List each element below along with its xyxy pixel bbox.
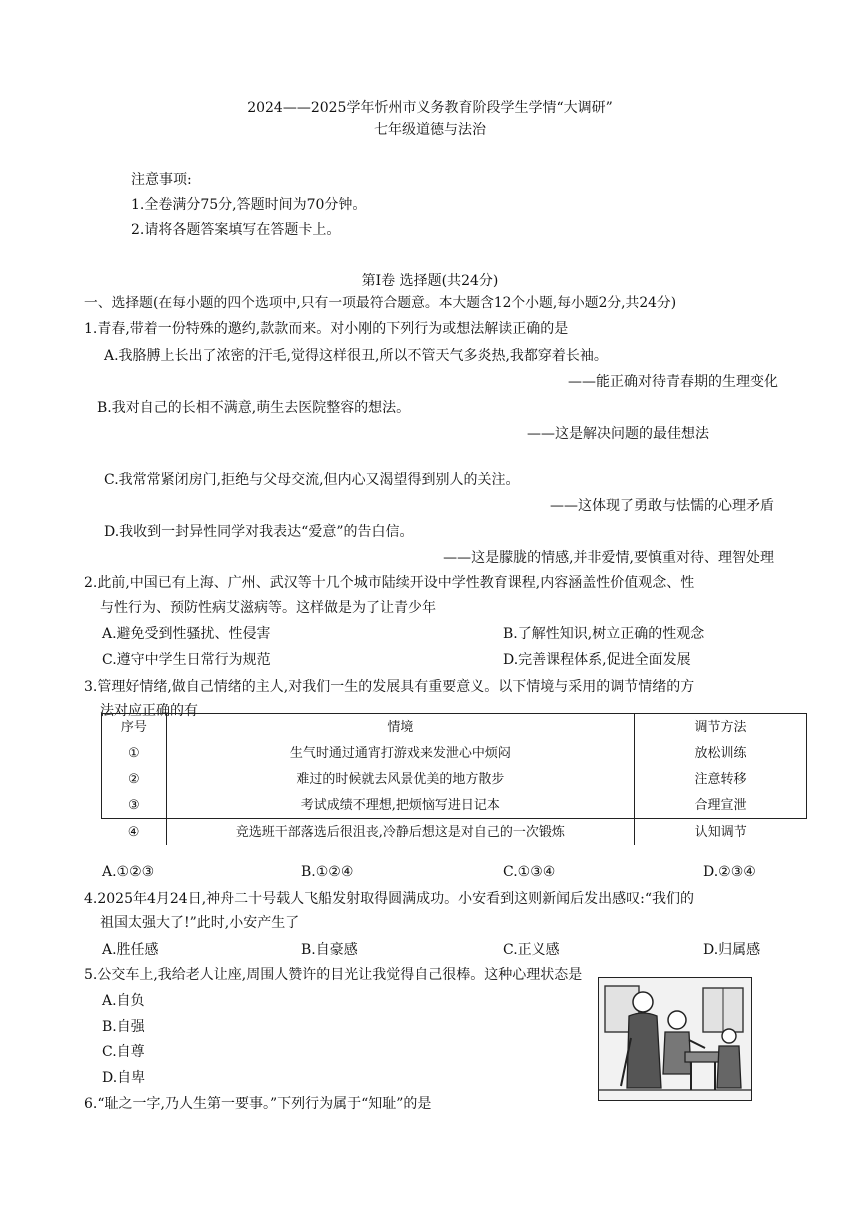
question-1-option-c-comment: ——这体现了勇敢与怯懦的心理矛盾 xyxy=(550,498,774,514)
question-5-option-d: D.自卑 xyxy=(102,1070,146,1086)
question-3-option-c: C.①③④ xyxy=(503,864,556,880)
table-cell: ① xyxy=(102,740,167,766)
question-3-stem: 3.管理好情绪,做自己情绪的主人,对我们一生的发展具有重要意义。以下情境与采用的调节情绪的方 xyxy=(84,679,695,695)
question-1-option-a: A.我胳膊上长出了浓密的汗毛,觉得这样很丑,所以不管天气多炎热,我都穿着长袖。 xyxy=(104,348,608,364)
question-4-option-a: A.胜任感 xyxy=(102,942,159,958)
table-cell: 注意转移 xyxy=(634,766,806,792)
question-5-option-a: A.自负 xyxy=(102,993,145,1009)
notice-item: 1.全卷满分75分,答题时间为70分钟。 xyxy=(131,197,367,213)
question-2-option-d: D.完善课程体系,促进全面发展 xyxy=(503,652,691,668)
question-1-option-d-comment: ——这是朦胧的情感,并非爱情,要慎重对待、理智处理 xyxy=(443,550,774,566)
question-4-stem-cont: 祖国太强大了!”此时,小安产生了 xyxy=(100,915,300,931)
table-cell: 放松训练 xyxy=(634,740,806,766)
question-6-stem: 6.“耻之一字,乃人生第一要事。”下列行为属于“知耻”的是 xyxy=(84,1096,432,1112)
table-cell: ③ xyxy=(102,792,167,819)
bus-seat-cartoon-illustration xyxy=(598,977,752,1101)
question-1-option-c: C.我常常紧闭房门,拒绝与父母交流,但内心又渴望得到别人的关注。 xyxy=(104,472,520,488)
table-row xyxy=(102,792,807,819)
table-cell: 难过的时候就去风景优美的地方散步 xyxy=(166,766,634,792)
table-header-row xyxy=(102,714,807,741)
question-4-option-d: D.归属感 xyxy=(703,942,761,958)
question-2-option-a: A.避免受到性骚扰、性侵害 xyxy=(102,626,271,642)
question-4-option-b: B.自豪感 xyxy=(301,942,358,958)
table-cell: 生气时通过通宵打游戏来发泄心中烦闷 xyxy=(166,740,634,766)
question-4-option-c: C.正义感 xyxy=(503,942,560,958)
question-1-option-d: D.我收到一封异性同学对我表达“爱意”的告白信。 xyxy=(104,524,414,540)
question-2-stem-cont: 与性行为、预防性病艾滋病等。这样做是为了让青少年 xyxy=(100,600,436,616)
table-header-cell: 情境 xyxy=(166,714,634,741)
question-3-option-d: D.②③④ xyxy=(703,864,756,880)
exam-title: 2024——2025学年忻州市义务教育阶段学生学情“大调研” xyxy=(247,100,613,116)
table-cell: 竞选班干部落选后很沮丧,冷静后想这是对自己的一次锻炼 xyxy=(166,819,634,846)
section-instruction: 一、选择题(在每小题的四个选项中,只有一项最符合题意。本大题含12个小题,每小题2分,共24分) xyxy=(84,295,677,311)
question-1-option-b: B.我对自己的长相不满意,萌生去医院整容的想法。 xyxy=(97,400,411,416)
question-4-stem: 4.2025年4月24日,神舟二十号载人飞船发射取得圆满成功。小安看到这则新闻后发出感叹:“我们的 xyxy=(84,891,695,907)
question-5-stem: 5.公交车上,我给老人让座,周围人赞许的目光让我觉得自己很棒。这种心理状态是 xyxy=(84,967,583,983)
question-1-option-b-comment: ——这是解决问题的最佳想法 xyxy=(527,426,709,442)
table-cell: ② xyxy=(102,766,167,792)
question-5-option-c: C.自尊 xyxy=(102,1044,145,1060)
question-1-stem: 1.青春,带着一份特殊的邀约,款款而来。对小刚的下列行为或想法解读正确的是 xyxy=(84,321,569,337)
question-2-stem: 2.此前,中国已有上海、广州、武汉等十几个城市陆续开设中学性教育课程,内容涵盖性价值观念、性 xyxy=(84,575,695,591)
table-cell: ④ xyxy=(102,819,167,846)
notice-item: 2.请将各题答案填写在答题卡上。 xyxy=(131,222,341,238)
question-3-option-b: B.①②④ xyxy=(301,864,354,880)
table-row xyxy=(102,740,807,766)
question-3-stem-cont: 法对应正确的有 xyxy=(100,703,198,719)
table-row xyxy=(102,766,807,792)
table-cell: 合理宣泄 xyxy=(634,792,806,819)
notice-heading: 注意事项: xyxy=(131,172,192,188)
section-title: 第Ⅰ卷 选择题(共24分) xyxy=(361,273,499,289)
question-5-option-b: B.自强 xyxy=(102,1019,145,1035)
exam-subject: 七年级道德与法治 xyxy=(374,122,486,138)
table-cell: 认知调节 xyxy=(694,824,747,840)
question-2-option-b: B.了解性知识,树立正确的性观念 xyxy=(503,626,705,642)
table-header-cell: 序号 xyxy=(102,714,167,741)
table-header-cell: 调节方法 xyxy=(634,714,806,741)
question-2-option-c: C.遵守中学生日常行为规范 xyxy=(102,652,271,668)
emotion-table xyxy=(101,713,807,845)
question-1-option-a-comment: ——能正确对待青春期的生理变化 xyxy=(568,374,778,390)
table-row xyxy=(102,819,807,846)
cartoon-drawing xyxy=(599,978,751,1100)
question-3-option-a: A.①②③ xyxy=(102,864,155,880)
table-cell: 考试成绩不理想,把烦恼写进日记本 xyxy=(166,792,634,819)
